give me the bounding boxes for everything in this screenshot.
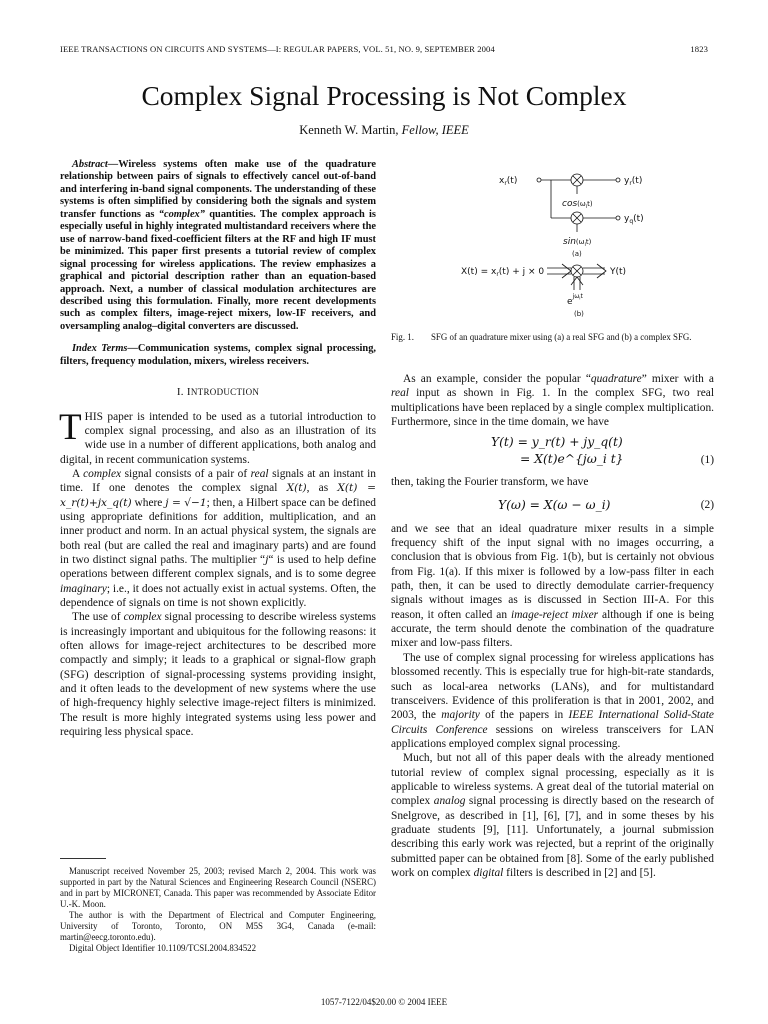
author-line: Kenneth W. Martin, Fellow, IEEE: [299, 123, 469, 137]
equation-2-number: (2): [700, 498, 714, 511]
fig-input-label: $x_r(t)$: [499, 176, 518, 187]
p2-d: , as: [306, 482, 338, 495]
equation-1-line-2: = X(t)e^{jω_i t}: [520, 452, 624, 467]
fig-sin-label: $\sin(\omega_i^{t)}$: [563, 237, 592, 248]
equation-1: [391, 435, 714, 471]
left-column: [60, 159, 376, 740]
right-paragraph-5: [391, 751, 714, 880]
r5-c: filters is described in [2] and [5].: [503, 866, 656, 879]
equation-2: [391, 496, 714, 518]
figure-1: [391, 166, 714, 336]
r4-em2: IEEE International Solid-State Circuits Conference: [391, 709, 714, 736]
r3-em: image-reject mixer: [511, 608, 599, 621]
p2-a: A: [72, 467, 84, 480]
r4-c: sessions on wireless transceivers for LAN applications employed complex signal processing.: [391, 723, 714, 750]
p2-em2: real: [250, 467, 269, 480]
p3-b: signal processing to describe wireless systems is increasingly important and ubiquitous for the following reasons: it often allows for image-reject architectures to be described more compactly and simply; it leads to a graphical or signal-flow graph (SFG) description of signal-processing systems providing insight, and it often leads to the development of new systems where the use of high-frequency highly selective image-reject filters is minimized. The result is more highly integrated systems using less power and requiring less physical space.: [60, 611, 376, 739]
intro-paragraph-2: [60, 467, 376, 610]
index-terms-text: Communication systems, complex signal processing, filters, frequency modulation, mixers, wireless receivers.: [60, 343, 376, 367]
r1-em1: quadrature: [590, 373, 642, 385]
p2-em1: complex: [83, 467, 122, 480]
section-title-first: I: [186, 386, 191, 399]
intro-p1-text: HIS paper is intended to be used as a tutorial introduction to complex signal processing, and also as an illustration of its wide use in a number of different applications, both analog and digital, in recent communication systems.: [60, 410, 376, 466]
fig-input-node: [537, 178, 541, 182]
footnote-affiliation: The author is with the Department of Electrical and Computer Engineering, University of Toronto, Toronto, ON M5S 3G4, Canada (e-mail: martin@eecg.toronto.edu).: [60, 910, 376, 942]
abstract: [60, 159, 376, 333]
copyright-line: 1057-7122/04$20.00 © 2004 IEEE: [320, 997, 448, 1007]
intro-paragraph-3: [60, 610, 376, 739]
right-paragraph-4: [391, 651, 714, 751]
fig-complex-input: $X(t) = x_r(t) + j \times 0$: [461, 267, 545, 278]
fig-cos-label: $\cos(\omega_i^{t)}$: [562, 199, 593, 210]
right-paragraph-3: [391, 522, 714, 651]
r3-b: although if one is being accurate, the term should denote the combination of the quadrature mixer and low-pass filters.: [391, 608, 714, 650]
p2-h: ; i.e., it does not actually exist in actual systems. Often, the dependence of signals on time is not shown explicitly.: [60, 582, 376, 610]
p3-a: The use of: [72, 611, 124, 624]
author-grade: Fellow, IEEE: [401, 123, 469, 137]
p2-c: signals at an instant in time. If one denotes the complex signal: [60, 467, 376, 495]
r1-c: input as shown in Fig. 1. In the complex SFG, two real multiplications have been replaced by a single complex multiplication. Furthermore, since in the time domain, we have: [391, 387, 714, 429]
fig-sublabel-b: (b): [574, 310, 584, 318]
abstract-text-a: Wireless systems often make use of the quadrature relationship between pairs of signals to effectively cancel out-of-band and interfering in-band signal components. The understanding of these systems is often simplified by considering both the signals and system transfer functions as: [60, 159, 376, 220]
r5-b: signal processing is directly based on the research of Snelgrove, as described in [1], [6], [7], and in some theses by his graduate students [9], [11]. Unfortunately, a journal submission describing this early work was rejected, but a reprint of the originally submitted paper can be obtained from [8]. Some of the early published work on complex: [391, 795, 715, 879]
journal-name: IEEE TRANSACTIONS ON CIRCUITS AND SYSTEMS—I: REGULAR PAPERS, VOL. 51, NO. 9, SEPTEMBER 2004: [60, 44, 495, 54]
index-terms-label: Index Terms—: [72, 343, 138, 355]
section-title-rest: NTRODUCTION: [190, 387, 260, 398]
author-name: Kenneth W. Martin: [299, 123, 396, 137]
p2-math3: j = √−1: [165, 496, 207, 509]
page-number: 1823: [690, 44, 708, 54]
figure-caption: [391, 332, 714, 343]
r5-em2: digital: [473, 866, 504, 879]
right-paragraph-2: then, taking the Fourier transform, we have: [391, 476, 589, 489]
right-paragraph-1: [391, 372, 714, 429]
p2-math4: j: [265, 554, 269, 567]
fig-complex-output: Y(t): [610, 267, 627, 277]
figure-1-diagram: [391, 166, 714, 336]
right-column: [391, 372, 714, 880]
fig-complex-exponential: $e^{j\omega}it$: [567, 293, 583, 307]
r1-b: ” mixer with a: [641, 373, 714, 385]
p2-e: where: [131, 496, 166, 509]
figure-caption-text: SFG of an quadrature mixer using (a) a real SFG and (b) a complex SFG.: [431, 332, 692, 342]
drop-cap: T: [59, 406, 82, 448]
p2-math1: X(t): [286, 482, 307, 495]
r1-em2: real: [391, 387, 409, 400]
p2-math2: X(t) = x_r(t)+jx_q(t): [60, 482, 377, 509]
p2-em3: imaginary: [60, 582, 107, 595]
equation-2-body: Y(ω) = X(ω − ω_i): [498, 497, 611, 512]
abstract-emphasis: “complex”: [158, 208, 205, 220]
equation-1-number: (1): [700, 454, 714, 467]
section-heading: [60, 385, 376, 399]
equation-1-line-1: Y(t) = y_r(t) + jy_q(t): [491, 435, 623, 450]
footnote: [60, 866, 376, 954]
figure-caption-label: Fig. 1.: [391, 332, 414, 342]
r5-a: Much, but not all of this paper deals with the already mentioned tutorial review of complex signal processing, especially as it is applicable to wireless systems. A great deal of the tutorial material on complex: [391, 752, 714, 808]
running-header: [60, 44, 708, 54]
p2-b: signal consists of a pair of: [121, 467, 251, 480]
p2-f: ; then, a Hilbert space can be defined using appropriate definitions for addition, multiplication, and an inner product and norm. In an actual physical system, the signals are both real (but are called the real and imaginary parts) and are found in two distinct signal paths. The multiplier “: [60, 496, 377, 567]
footnote-manuscript: Manuscript received November 25, 2003; revised March 2, 2004. This work was supported in part by the Natural Sciences and Engineering Research Council (NSERC) and in part by MICRONET, Canada. This paper was recommended by Associate Editor U.-K. Moon.: [60, 866, 376, 909]
fig-output-yr: $y_r(t)$: [624, 176, 643, 187]
r1-a: As an example, consider the popular “: [403, 373, 591, 385]
paper-title: Complex Signal Processing is Not Complex: [141, 80, 627, 111]
footnote-doi: Digital Object Identifier 10.1109/TCSI.2004.834522: [69, 943, 257, 953]
fig-output-yq: $y_q(t)$: [624, 214, 644, 225]
abstract-text-b: quantities. The complex approach is especially useful in highly integrated multistandard receivers where the use of narrow-band fixed-coefficient filters at the RF and high IF must be minimized. This paper first presents a tutorial review of complex signal processing for wireless applications. The review emphasizes a graphical and pictorial description rather than an equation-based approach. Next, a number of classical modulation architectures are described using this formulation. Finally, more recent developments such as complex filters, image-reject mixers, low-IF receivers, and oversampling analog–digital converters are discussed.: [60, 208, 376, 332]
p2-g: “ is used to help define operations between different complex signals, and is to some degree: [60, 554, 377, 581]
r4-a: The use of complex signal processing for wireless applications has blossomed recently. This is especially true for high-bit-rate standards, such as local-area networks (LANs), and for multistandard transceivers. Evidence of this proliferation is that in 2001, 2002, and 2003, the: [391, 651, 714, 722]
section-numeral: I.: [176, 386, 184, 399]
footnote-rule: [60, 858, 106, 859]
r3-a: and we see that an ideal quadrature mixer results in a simple frequency shift of the input signal with no images occurring, a conclusion that is obvious from Fig. 1(b), but is certainly not obvious from Fig. 1(a). If this mixer is followed by a low-pass filter in each path, then, it can be used to directly demodulate carrier-frequency signals without images as is discussed in Section III-A. For this reason, it often called an: [391, 522, 714, 621]
r5-em1: analog: [433, 795, 466, 808]
abstract-label: Abstract—: [72, 159, 119, 170]
p3-em: complex: [123, 611, 162, 624]
index-terms: [60, 343, 376, 368]
r4-b: of the papers in: [479, 709, 569, 722]
r4-em1: majority: [441, 709, 480, 722]
intro-paragraph-1: [59, 406, 376, 467]
fig-sublabel-a: (a): [572, 250, 582, 258]
